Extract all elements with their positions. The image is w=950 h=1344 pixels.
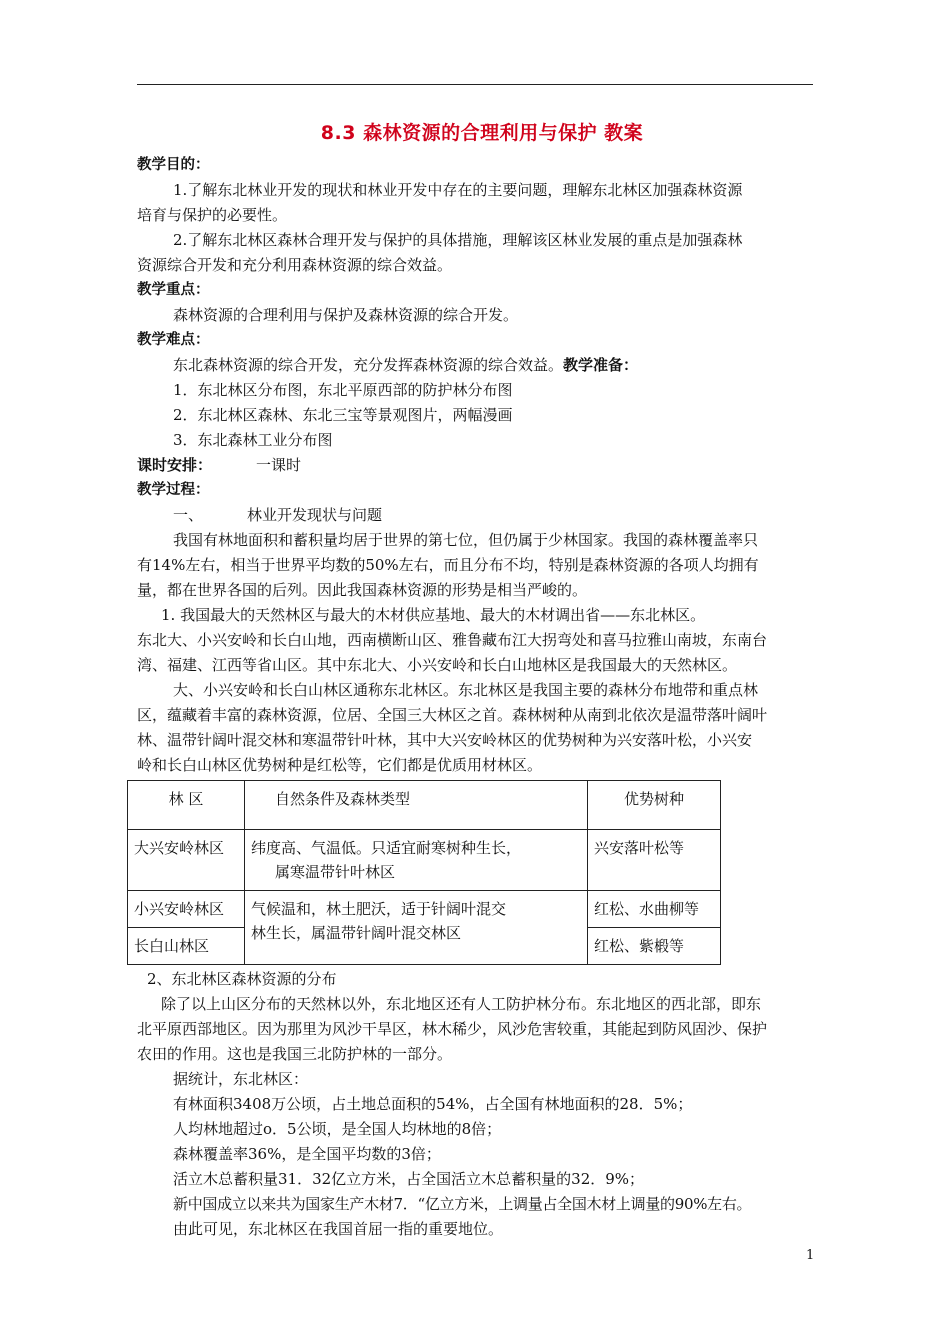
condition-line: 林生长，属温带针阔叶混交林区 xyxy=(251,924,462,942)
paragraph-3-line-4: 岭和长白山林区优势树种是红松等，它们都是优质用材林区。 xyxy=(137,756,543,774)
statistics-item: 活立木总蓄积量31．32亿立方米，占全国活立木总蓄积量的32．9%； xyxy=(173,1170,645,1188)
table-cell-region: 小兴安岭林区 xyxy=(128,891,245,928)
paragraph-2-line-1: 1. 我国最大的天然林区与最大的木材供应基地、最大的木材调出省——东北林区。 xyxy=(161,606,706,624)
key-point-heading: 教学重点： xyxy=(137,282,210,298)
process-heading: 教学过程： xyxy=(137,482,210,498)
table-header-cell: 林 区 xyxy=(128,781,245,830)
paragraph-4-line-1: 除了以上山区分布的天然林以外，东北地区还有人工防护林分布。东北地区的西北部，即东 xyxy=(161,995,762,1013)
paragraph-1-line-3: 量，都在世界各国的后列。因此我国森林资源的形势是相当严峻的。 xyxy=(137,581,588,599)
key-point-text: 森林资源的合理利用与保护及森林资源的综合开发。 xyxy=(173,306,519,324)
condition-line: 属寒温带针叶林区 xyxy=(275,863,396,881)
part-1-title: 林业开发现状与问题 xyxy=(247,506,383,524)
goal-item-1: 1.了解东北林业开发的现状和林业开发中存在的主要问题，理解东北林区加强森林资源 xyxy=(173,181,743,199)
document-body xyxy=(134,118,827,1242)
table-row xyxy=(128,830,721,891)
conclusion: 由此可见，东北林区在我国首屈一指的重要地位。 xyxy=(173,1220,504,1238)
goal-item-2-cont: 资源综合开发和充分利用森林资源的综合效益。 xyxy=(137,256,453,274)
statistics-item: 人均林地超过o．5公顷，是全国人均林地的8倍； xyxy=(173,1120,502,1138)
paragraph-3-line-1: 大、小兴安岭和长白山林区通称东北林区。东北林区是我国主要的森林分布地带和重点林 xyxy=(173,681,759,699)
page-number: 1 xyxy=(806,1248,815,1263)
goal-item-2: 2.了解东北林区森林合理开发与保护的具体措施，理解该区林业发展的重点是加强森林 xyxy=(173,231,743,249)
preparation-item-3: 3．东北森林工业分布图 xyxy=(173,431,333,449)
paragraph-2-line-2: 东北大、小兴安岭和长白山地，西南横断山区、雅鲁藏布江大拐弯处和喜马拉雅山南坡，东南台 xyxy=(137,631,768,649)
statistics-heading: 据统计，东北林区： xyxy=(173,1070,309,1088)
paragraph-3-line-3: 林、温带针阔叶混交林和寒温带针叶林，其中大兴安岭林区的优势树种为兴安落叶松，小兴安 xyxy=(137,731,753,749)
statistics-item: 有林面积3408万公顷，占土地总面积的54%，占全国有林地面积的28．5%； xyxy=(173,1095,693,1113)
table-row xyxy=(128,891,721,928)
hours-heading: 课时安排： xyxy=(137,456,213,474)
table-cell-tree: 红松、水曲柳等 xyxy=(588,891,721,928)
goal-item-1-cont: 培育与保护的必要性。 xyxy=(137,206,288,224)
part-2-heading: 2、东北林区森林资源的分布 xyxy=(147,970,337,988)
document-title: 8.3 森林资源的合理利用与保护 教案 xyxy=(320,122,644,144)
table-header-cell: 自然条件及森林类型 xyxy=(245,781,588,830)
part-1-heading xyxy=(137,503,827,528)
hours-text: 一课时 xyxy=(256,456,302,474)
condition-line: 纬度高、气温低。只适宜耐寒树种生长， xyxy=(251,839,522,857)
forest-region-table xyxy=(127,780,721,965)
hours-line xyxy=(137,453,827,478)
preparation-heading: 教学准备： xyxy=(563,356,639,374)
difficulty-text xyxy=(137,353,827,378)
preparation-item-1: 1．东北林区分布图，东北平原西部的防护林分布图 xyxy=(173,381,513,399)
paragraph-4-line-2: 北平原西部地区。因为那里为风沙干旱区，林木稀少，风沙危害较重，其能起到防风固沙、保护 xyxy=(137,1020,768,1038)
table-header-row xyxy=(128,781,721,830)
table-cell-region: 大兴安岭林区 xyxy=(128,830,245,891)
table-cell-tree: 兴安落叶松等 xyxy=(588,830,721,891)
paragraph-3-line-2: 区，蕴藏着丰富的森林资源，位居、全国三大林区之首。森林树种从南到北依次是温带落叶阔叶 xyxy=(137,706,768,724)
paragraph-1-line-2: 有14%左右，相当于世界平均数的50%左右，而且分布不均，特别是森林资源的各项人均拥有 xyxy=(137,556,759,574)
paragraph-1-line-1: 我国有林地面积和蓄积量均居于世界的第七位，但仍属于少林国家。我国的森林覆盖率只 xyxy=(173,531,759,549)
condition-line: 气候温和，林土肥沃，适于针阔叶混交 xyxy=(251,900,507,918)
statistics-item: 森林覆盖率36%，是全国平均数的3倍； xyxy=(173,1145,441,1163)
paragraph-4-line-3: 农田的作用。这也是我国三北防护林的一部分。 xyxy=(137,1045,453,1063)
difficulty-body: 东北森林资源的综合开发，充分发挥森林资源的综合效益。 xyxy=(173,356,564,374)
table-header-cell: 优势树种 xyxy=(588,781,721,830)
goal-heading: 教学目的： xyxy=(137,157,210,173)
difficulty-heading: 教学难点： xyxy=(137,332,210,348)
statistics-item: 新中国成立以来共为国家生产木材7．“亿立方米，上调量占全国木材上调量的90%左右。 xyxy=(173,1195,752,1213)
preparation-item-2: 2．东北林区森林、东北三宝等景观图片，两幅漫画 xyxy=(173,406,513,424)
table-cell-tree: 红松、紫椴等 xyxy=(588,928,721,965)
header-rule xyxy=(137,84,813,85)
paragraph-2-line-3: 湾、福建、江西等省山区。其中东北大、小兴安岭和长白山地林区是我国最大的天然林区。 xyxy=(137,656,738,674)
part-1-number: 一、 xyxy=(173,506,204,524)
table-cell-condition xyxy=(245,891,588,965)
table-cell-region: 长白山林区 xyxy=(128,928,245,965)
table-cell-condition xyxy=(245,830,588,891)
